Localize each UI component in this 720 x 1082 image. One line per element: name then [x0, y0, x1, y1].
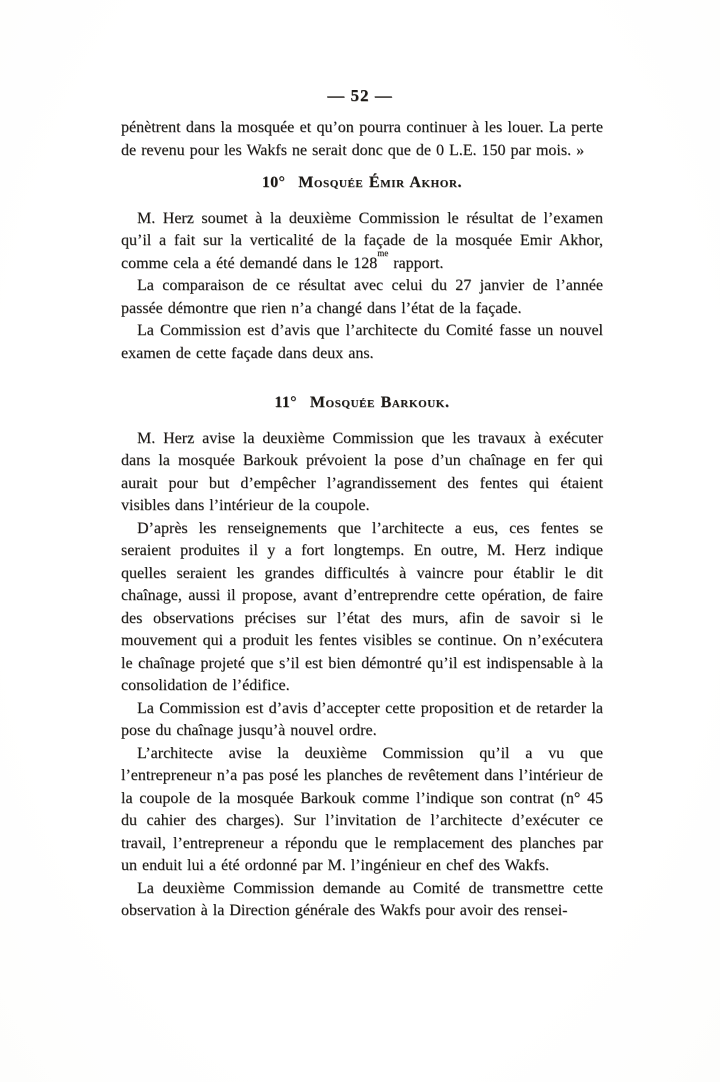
paragraph-wakfs-revenue: pénètrent dans la mosquée et qu’on pourra continuer à les louer. La perte de revenu pour les Wakfs ne serait donc que de 0 L.E. 150 par mois. »: [121, 119, 603, 159]
paragraph-commission-accept-proposition: La Commission est d’avis d’accepter cette proposition et de retarder la pose du chaînage jusqu’à nouvel ordre.: [121, 699, 603, 739]
page-number: — 52 —: [327, 86, 393, 105]
page-text-block: [121, 117, 603, 923]
paragraph-text-segment: rapport.: [388, 254, 444, 272]
paragraph-text-segment: M. Herz soumet à la deuxième Commission le résultat de l’examen qu’il a fait sur la verticalité de la façade de la mosquée Emir Akhor, comme cela a été demandé dans le 128: [121, 209, 603, 272]
paragraph-commission-transmettre: La deuxième Commission demande au Comité de transmettre cette observation à la Direction générale des Wakfs pour avoir des rensei-: [121, 879, 603, 919]
paragraph-herz-facade-examination: [121, 208, 603, 276]
paragraph-comparison-result: La comparaison de ce résultat avec celui du 27 janvier de l’année passée démontre que rien n’a changé dans l’état de la façade.: [121, 277, 603, 317]
paragraph-herz-chainage-works: M. Herz avise la deuxième Commission que les travaux à exécuter dans la mosquée Barkouk prévoient la pose d’un chaînage en fer qui aurait pour but d’empêcher l’agrandissement des fentes qui étaient visibles dans l’intérieur de la coupole.: [121, 429, 603, 514]
section-title: Mosquée Émir Akhor.: [298, 174, 463, 191]
section-title: Mosquée Barkouk.: [309, 394, 450, 411]
ordinal-superscript: me: [377, 248, 389, 259]
section-heading-mosquee-barkouk: [121, 392, 603, 415]
section-number: 11°: [274, 394, 297, 411]
paragraph-architecte-planches: L’architecte avise la deuxième Commission qu’il a vu que l’entrepreneur n’a pas posé les planches de revêtement dans l’intérieur de la coupole de la mosquée Barkouk comme l’indique son contrat (n° 45 du cahier des charges). Sur l’invitation de l’architecte d’exécuter ce travail, l’entrepreneur a répondu que le remplacement des planches par un enduit lui a été ordonné par M. l’ingénieur en chef des Wakfs.: [121, 744, 603, 874]
section-heading-mosquee-emir-akhor: [121, 172, 603, 195]
paragraph-fentes-observations: D’après les renseignements que l’architecte a eus, ces fentes se seraient produites il y a fort longtemps. En outre, M. Herz indique quelles seraient les grandes difficultés à vaincre pour établir le dit chaînage, aussi il propose, avant d’entreprendre cette opération, de faire des observations précises sur l’état des murs, afin de savoir si le mouvement qui a produit les fentes visibles se continue. On n’exécutera le chaînage projeté que s’il est bien démontré qu’il est indispensable à la consolidation de l’édifice.: [121, 519, 603, 694]
section-number: 10°: [261, 174, 286, 191]
paragraph-commission-advice-facade: La Commission est d’avis que l’architecte du Comité fasse un nouvel examen de cette façade dans deux ans.: [121, 322, 603, 362]
